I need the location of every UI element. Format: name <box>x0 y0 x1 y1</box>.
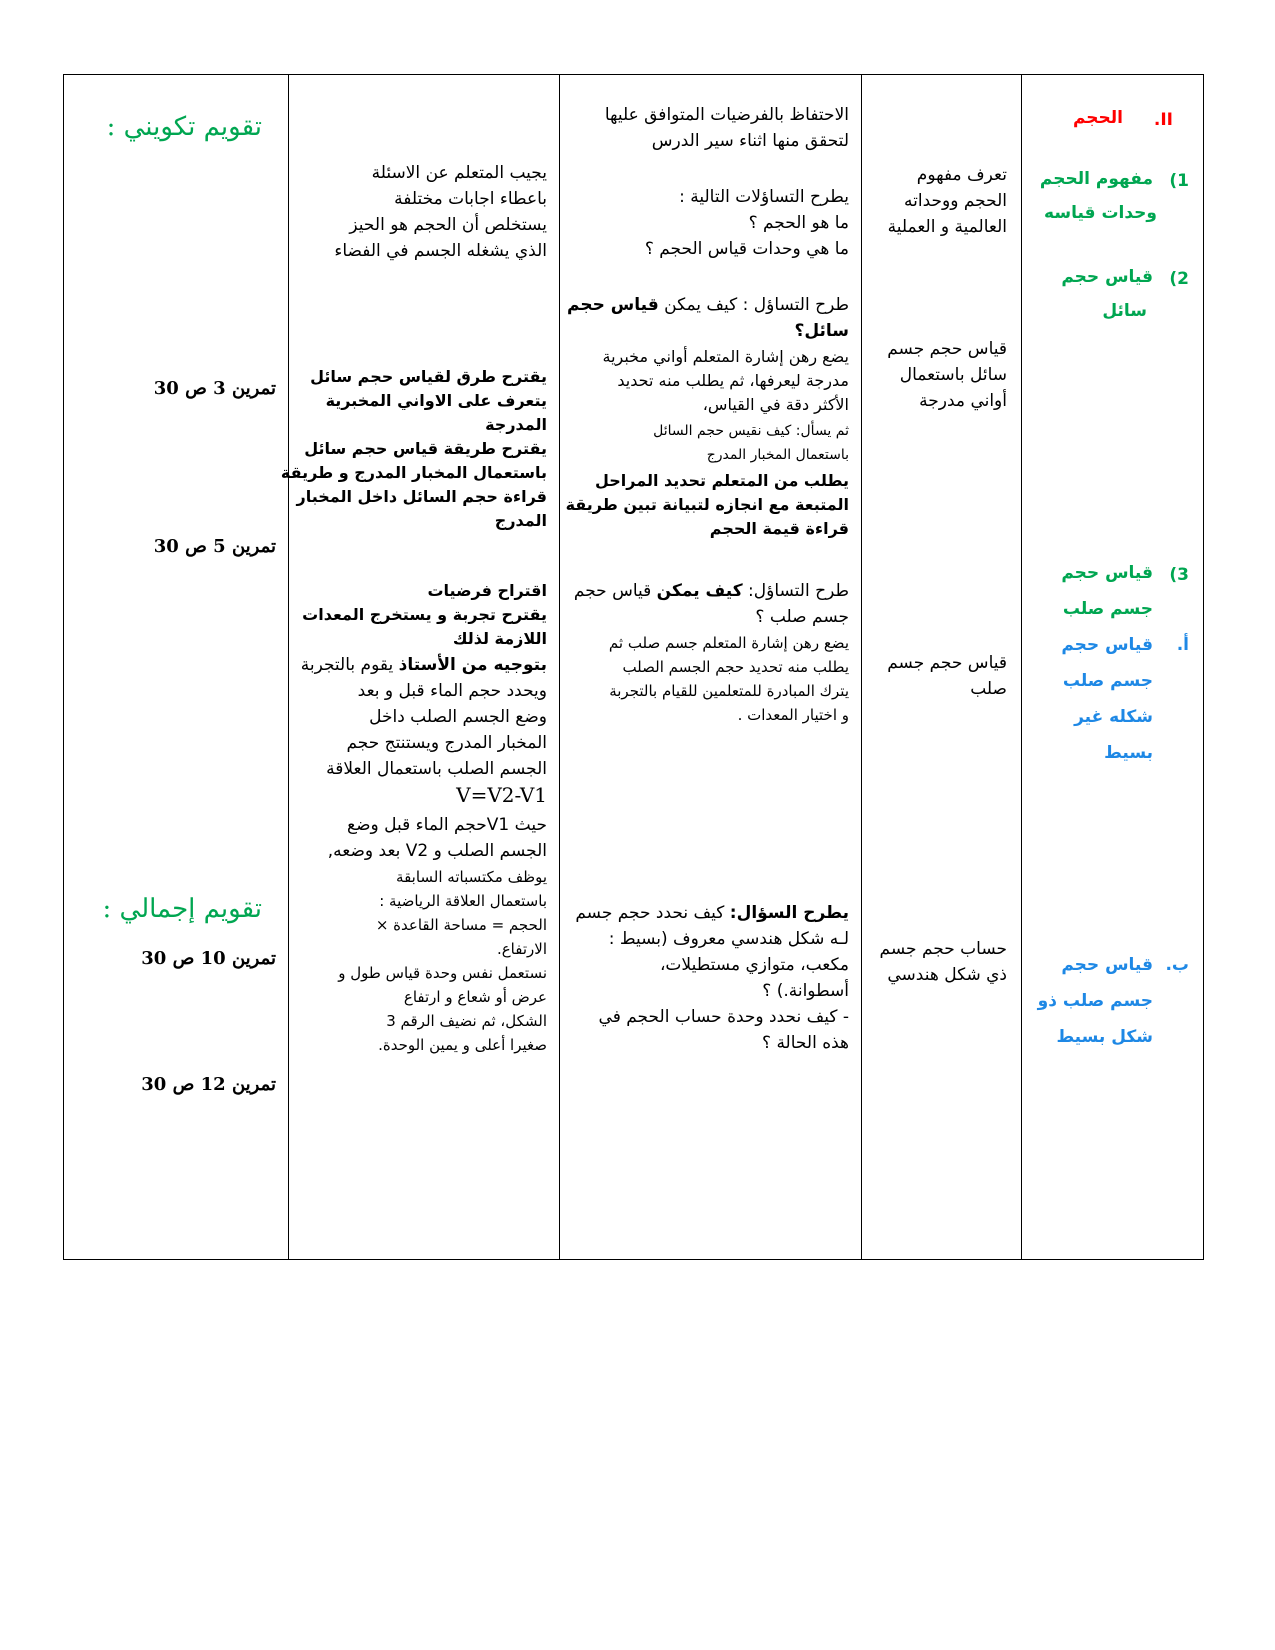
learner-text: حيث V1حجم الماء قبل وضع <box>347 815 547 835</box>
learner-text: المخبار المدرج ويستنتج حجم <box>346 733 547 753</box>
teacher-text <box>567 293 849 317</box>
learner-text-bold: يقترح طريقة قياس حجم سائل <box>304 439 547 458</box>
learner-text: ويحدد حجم الماء قبل و بعد <box>357 681 547 701</box>
learner-text: باستعمال العلاقة الرياضية : <box>379 892 547 910</box>
formative-evaluation-title: تقويم تكويني : <box>106 112 262 142</box>
teacher-text: - كيف نحدد وحدة حساب الحجم في <box>598 1007 849 1027</box>
objective-1: تعرف مفهوم <box>916 165 1007 185</box>
learner-text: الجسم الصلب باستعمال العلاقة <box>326 759 547 779</box>
teacher-text: الأكثر دقة في القياس، <box>702 395 849 414</box>
sections-column <box>1022 75 1203 1259</box>
teacher-text: و اختيار المعدات . <box>737 706 849 724</box>
item-b-title-2: جسم صلب ذو <box>1037 991 1153 1011</box>
objective-2: قياس حجم جسم <box>887 339 1007 359</box>
learner-text-bold: المدرج <box>494 511 547 530</box>
teacher-text-bold: المتبعة مع انجازه لتبيانة تبين طريقة <box>565 495 849 514</box>
learner-text: باعطاء اجابات مختلفة <box>394 189 547 209</box>
objective-2-line-3: أواني مدرجة <box>919 391 1007 411</box>
learner-text: الحجم = مساحة القاعدة × <box>375 916 547 934</box>
learner-text-bold: اقتراح فرضيات <box>427 581 547 600</box>
learner-text-bold: باستعمال المخبار المدرج و طريقة <box>280 463 547 482</box>
learner-text: صغيرا أعلى و يمين الوحدة. <box>378 1036 547 1054</box>
learner-text: نستعمل نفس وحدة قياس طول و <box>338 964 547 982</box>
subsection-2-title: قياس حجم <box>1061 267 1153 287</box>
teacher-text-bold: قراءة قيمة الحجم <box>709 519 849 538</box>
teacher-text: قياس حجم <box>573 581 657 601</box>
learner-text: عرض أو شعاع و ارتفاع <box>403 988 547 1006</box>
subsection-2-number: 2) <box>1169 269 1189 289</box>
summative-evaluation-title: تقويم إجمالي : <box>102 894 262 924</box>
learner-text <box>301 653 547 677</box>
evaluation-column <box>64 75 286 1259</box>
teacher-text: لـه شكل هندسي معروف (بسيط : <box>608 929 849 949</box>
learner-text-bold: بتوجيه من الأستاذ <box>398 655 547 675</box>
learner-text: يوظف مكتسباته السابقة <box>396 868 547 886</box>
teacher-text: ما هو الحجم ؟ <box>748 213 849 233</box>
teacher-text: يطلب منه تحديد حجم الجسم الصلب <box>622 658 849 676</box>
exercise-reference: تمرين 12 ص 30 <box>141 1074 276 1095</box>
item-a-title-3: شكله غير <box>1074 707 1153 727</box>
objective-1-line-3: العالمية و العملية <box>887 217 1007 237</box>
learner-text: الذي يشغله الجسم في الفضاء <box>334 241 547 261</box>
teacher-text: طرح التساؤل: <box>742 581 849 601</box>
volume-formula: V=V2-V1 <box>456 783 547 807</box>
teacher-text: باستعمال المخبار المدرج <box>706 447 849 463</box>
teacher-text: مدرجة ليعرفها، ثم يطلب منه تحديد <box>617 371 849 390</box>
teacher-text: أسطوانة.) ؟ <box>762 981 849 1001</box>
item-b-number: ب. <box>1165 955 1189 975</box>
subsection-1-title: مفهوم الحجم <box>1039 169 1153 189</box>
teacher-text <box>574 579 849 603</box>
objective-2-line-2: سائل باستعمال <box>899 365 1007 385</box>
learner-text: يستخلص أن الحجم هو الحيز <box>349 215 547 235</box>
subsection-2-title-2: سائل <box>1102 301 1147 321</box>
learner-text: الشكل، ثم نضيف الرقم 3 <box>386 1012 547 1030</box>
learner-text: الارتفاع. <box>496 940 547 958</box>
teacher-text: هذه الحالة ؟ <box>762 1033 849 1053</box>
teacher-text: يضع رهن إشارة المتعلم جسم صلب ثم <box>608 634 849 652</box>
learner-text: يقوم بالتجربة <box>300 655 399 675</box>
subsection-3-title-2: جسم صلب <box>1062 599 1153 619</box>
objective-4-line-2: ذي شكل هندسي <box>887 965 1007 985</box>
exercise-reference: تمرين 10 ص 30 <box>141 948 276 969</box>
objective-4: حساب حجم جسم <box>879 939 1007 959</box>
teacher-text <box>575 901 849 925</box>
learner-activities-column <box>280 75 557 1259</box>
item-a-title-4: بسيط <box>1104 743 1153 763</box>
teacher-text: لتحقق منها اثناء سير الدرس <box>651 131 849 151</box>
teacher-text: كيف نحدد حجم جسم <box>575 903 730 923</box>
exercise-reference: تمرين 3 ص 30 <box>153 378 276 399</box>
teacher-text-bold: سائل؟ <box>794 321 849 341</box>
teacher-text: يطرح التساؤلات التالية : <box>679 187 849 207</box>
teacher-text: يترك المبادرة للمتعلمين للقيام بالتجربة <box>609 682 849 700</box>
learner-text-bold: قراءة حجم السائل داخل المخبار <box>296 487 547 506</box>
teacher-text: الاحتفاظ بالفرضيات المتوافق عليها <box>604 105 849 125</box>
objective-1-line-2: الحجم ووحداته <box>904 191 1007 211</box>
learner-text: الجسم الصلب و V2 بعد وضعه, <box>327 841 547 861</box>
exercise-reference: تمرين 5 ص 30 <box>153 536 276 557</box>
subsection-3-title: قياس حجم <box>1061 563 1153 583</box>
item-b-title: قياس حجم <box>1061 955 1153 975</box>
learner-text-bold: يقترح طرق لقياس حجم سائل <box>310 367 547 386</box>
learner-text-bold: المدرجة <box>485 415 547 434</box>
teacher-text-bold: يطلب من المتعلم تحديد المراحل <box>594 471 849 490</box>
teacher-text-bold: يطرح السؤال: <box>729 903 849 923</box>
item-a-title: قياس حجم <box>1061 635 1153 655</box>
learner-text-bold: يتعرف على الاواني المخبرية <box>325 391 547 410</box>
teacher-text: مكعب، متوازي مستطيلات، <box>659 955 849 975</box>
teacher-text: يضع رهن إشارة المتعلم أواني مخبرية <box>602 347 849 366</box>
objective-3: قياس حجم جسم <box>887 653 1007 673</box>
objective-3-line-2: صلب <box>970 679 1007 699</box>
learner-text-bold: يقترح تجربة و يستخرج المعدات <box>302 605 547 624</box>
teacher-text: جسم صلب ؟ <box>755 607 849 627</box>
learner-text: يجيب المتعلم عن الاسئلة <box>371 163 547 183</box>
teacher-text: ما هي وحدات قياس الحجم ؟ <box>644 239 849 259</box>
section-heading: الحجم <box>1072 108 1123 128</box>
teacher-text-bold: كيف يمكن <box>656 581 743 601</box>
item-a-title-2: جسم صلب <box>1062 671 1153 691</box>
item-b-title-3: شكل بسيط <box>1056 1027 1153 1047</box>
subsection-3-number: 3) <box>1169 565 1189 585</box>
teacher-activities-column <box>560 75 859 1259</box>
section-heading-number: II. <box>1153 110 1173 130</box>
teacher-text: ثم يسأل: كيف نقيس حجم السائل <box>653 423 849 439</box>
subsection-1-title-2: وحدات قياسه <box>1044 203 1157 223</box>
teacher-text-bold: قياس حجم <box>567 295 659 315</box>
objectives-column <box>862 75 1019 1259</box>
teacher-text: طرح التساؤل : كيف يمكن <box>658 295 849 315</box>
learner-text-bold: اللازمة لذلك <box>452 629 547 648</box>
subsection-1-number: 1) <box>1169 171 1189 191</box>
learner-text: وضع الجسم الصلب داخل <box>369 707 547 727</box>
lesson-table <box>63 74 1204 1260</box>
item-a-number: أ. <box>1176 635 1189 655</box>
